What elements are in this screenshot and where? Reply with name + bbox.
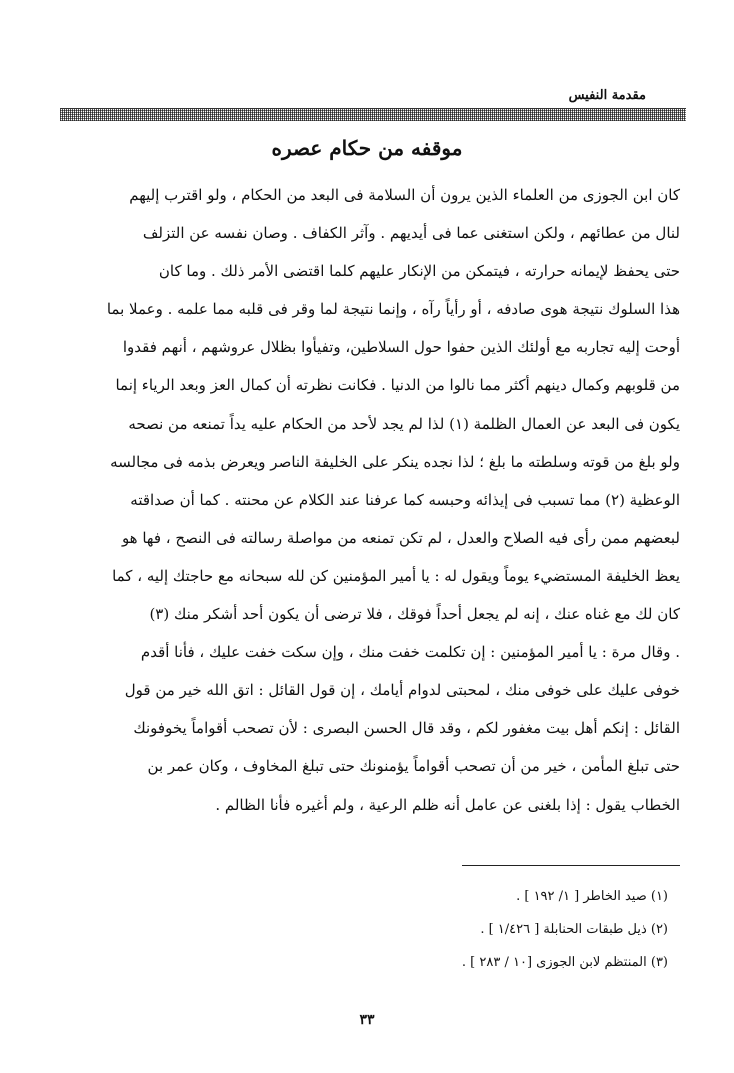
footnote: (٣) المنتظم لابن الجوزى [١٠ / ٢٨٣ ] . <box>461 955 668 970</box>
body-line: يعظ الخليفة المستضيء يوماً ويقول له : يا أمير المؤمنين كن لله سبحانه مع حاجتك إليه ، كما <box>112 566 680 585</box>
body-line: القائل : إنكم أهل بيت مغفور لكم ، وقد قال الحسن البصرى : لأن تصحب أقواماً يخوفونك <box>133 719 680 738</box>
body-line: حتى تبلغ المأمن ، خير من أن تصحب أقواماً يؤمنونك حتى تبلغ المخاوف ، وكان عمر بن <box>147 757 680 776</box>
footnotes <box>108 880 668 979</box>
section-title: موقفه من حكام عصره <box>271 136 463 160</box>
body-line: لنال من عطائهم ، ولكن استغنى عما فى أيديهم . وآثر الكفاف . وصان نفسه عن التزلف <box>142 224 680 243</box>
body-line: الخطاب يقول : إذا بلغنى عن عامل أنه ظلم الرعية ، ولم أغيره فأنا الظالم . <box>215 795 680 814</box>
page-number: ٣٣ <box>359 1012 375 1028</box>
body-text <box>66 176 680 824</box>
body-line: الوعظية (٢) مما تسبب فى إيذائه وحبسه كما عرفنا عند الكلام عن محنته . كما أن صداقته <box>130 490 680 509</box>
footnote: (٢) ذيل طبقات الحنابلة [ ١/٤٢٦ ] . <box>480 922 668 937</box>
body-line: . وقال مرة : يا أمير المؤمنين : إن تكلمت خفت منك ، وإن سكت خفت عليك ، فأنا أقدم <box>140 643 680 662</box>
footnote-rule <box>462 865 680 866</box>
body-line: هذا السلوك نتيجة هوى صادفه ، أو رأياً رآه ، وإنما نتيجة لما وقر فى قلبه مما علمه . وعملا بما <box>106 300 680 319</box>
body-line: خوفى عليك على خوفى منك ، لمحبتى لدوام أيامك ، إن قول القائل : اتق الله خير من قول <box>124 681 680 700</box>
body-line: لبعضهم ممن رأى فيه الصلاح والعدل ، لم تكن تمنعه من مواصلة رسالته فى النصح ، فها هو <box>121 528 680 547</box>
body-line: حتى يحفظ لإيمانه حرارته ، فيتمكن من الإنكار عليهم كلما اقتضى الأمر ذلك . وما كان <box>158 262 680 281</box>
header-rule <box>60 108 686 121</box>
body-line: كان ابن الجوزى من العلماء الذين يرون أن السلامة فى البعد من الحكام ، ولو اقترب إليهم <box>129 186 680 204</box>
running-header: مقدمة النفيس <box>568 88 646 103</box>
body-line: كان لك مع غناه عنك ، إنه لم يجعل أحداً فوقك ، فلا ترضى أن يكون أحد أشكر منك (٣) <box>149 605 680 624</box>
body-line: من قلوبهم وكمال دينهم أكثر مما نالوا من الدنيا . فكانت نظرته أن كمال العز وبعد الرياء إنما <box>115 376 680 395</box>
footnote: (١) صيد الخاطر [ ١/ ١٩٢ ] . <box>516 889 668 904</box>
body-line: ولو بلغ من قوته وسلطته ما بلغ ؛ لذا نجده ينكر على الخليفة الناصر ويعرض بذمه فى مجالسه <box>110 452 680 471</box>
body-line: يكون فى البعد عن العمال الظلمة (١) لذا لم يجد لأحد من الحكام عليه يداً تمنعه من نصحه <box>128 414 680 433</box>
body-line: أوحت إليه تجاربه مع أولئك الذين حفوا حول السلاطين، وتفيأوا بظلال عروشهم ، أنهم فقدوا <box>122 338 680 357</box>
